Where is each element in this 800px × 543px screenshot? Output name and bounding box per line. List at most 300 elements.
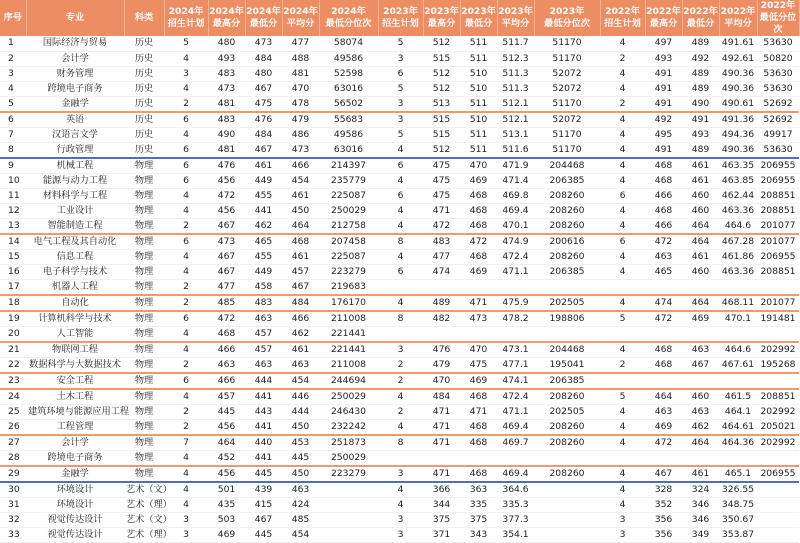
table-cell: 492 (682, 51, 719, 66)
table-cell: 469 (645, 419, 682, 435)
column-header: 序号 (0, 0, 26, 36)
table-cell: 53630 (757, 142, 799, 158)
row-number: 3 (0, 66, 26, 81)
table-cell: 3 (600, 527, 645, 542)
table-cell: 201077 (757, 295, 799, 311)
table-cell: 467 (245, 81, 282, 96)
table-cell: 475 (423, 158, 460, 174)
table-cell: 464.1 (719, 404, 757, 419)
table-cell: 473 (282, 142, 319, 158)
table-cell: 4 (164, 203, 208, 218)
table-cell: 223279 (319, 264, 378, 279)
subject-category: 艺术（理） (124, 527, 164, 542)
table-cell: 441 (245, 389, 282, 405)
table-cell: 445 (208, 404, 245, 419)
table-cell: 446 (282, 389, 319, 405)
table-cell: 4 (600, 419, 645, 435)
table-cell (682, 450, 719, 466)
table-cell: 211008 (319, 311, 378, 327)
table-cell: 494.36 (719, 127, 757, 142)
table-cell: 488 (282, 51, 319, 66)
table-cell: 469.4 (497, 466, 534, 482)
table-cell: 8 (378, 435, 423, 451)
table-cell: 478.2 (497, 311, 534, 327)
table-cell: 206955 (757, 173, 799, 188)
subject-category: 艺术（文） (124, 512, 164, 527)
table-cell: 460 (682, 203, 719, 218)
table-cell: 511 (460, 36, 497, 51)
table-cell: 468 (460, 419, 497, 435)
major-name: 环境设计 (26, 482, 124, 498)
table-cell: 464 (682, 295, 719, 311)
table-cell: 483 (208, 112, 245, 128)
table-cell (757, 497, 799, 512)
table-cell (319, 497, 378, 512)
table-cell: 3 (164, 512, 208, 527)
table-cell: 208260 (534, 188, 600, 203)
major-name: 财务管理 (26, 66, 124, 81)
table-row (0, 203, 799, 218)
subject-category: 历史 (124, 96, 164, 112)
table-cell (757, 482, 799, 498)
table-cell: 5 (600, 311, 645, 327)
table-cell: 464.6 (719, 342, 757, 358)
column-header: 2024年 最高分 (208, 0, 245, 36)
row-number: 10 (0, 173, 26, 188)
table-cell: 470 (460, 342, 497, 358)
table-row (0, 311, 799, 327)
table-cell: 195268 (757, 357, 799, 373)
table-cell: 352 (645, 497, 682, 512)
table-cell (645, 279, 682, 295)
table-cell: 4 (164, 127, 208, 142)
table-cell: 512 (423, 66, 460, 81)
subject-category: 历史 (124, 51, 164, 66)
table-cell: 2 (600, 96, 645, 112)
row-number: 22 (0, 357, 26, 373)
subject-category: 物理 (124, 466, 164, 482)
column-header: 2022年 最低分 (682, 0, 719, 36)
table-cell: 461 (282, 342, 319, 358)
subject-category: 物理 (124, 357, 164, 373)
table-row (0, 218, 799, 234)
table-cell: 489 (682, 66, 719, 81)
table-cell (497, 326, 534, 342)
table-cell: 4 (378, 482, 423, 498)
table-cell: 486 (282, 127, 319, 142)
row-number: 30 (0, 482, 26, 498)
table-cell: 515 (423, 112, 460, 128)
table-cell: 56502 (319, 96, 378, 112)
table-cell: 469 (460, 373, 497, 389)
subject-category: 艺术（理） (124, 497, 164, 512)
major-name: 材料科学与工程 (26, 188, 124, 203)
table-cell: 470 (460, 158, 497, 174)
table-cell: 512 (423, 81, 460, 96)
table-cell: 214397 (319, 158, 378, 174)
table-cell: 461 (682, 158, 719, 174)
table-cell: 468 (208, 326, 245, 342)
table-cell: 375 (460, 512, 497, 527)
table-cell: 201077 (757, 234, 799, 250)
table-cell: 202992 (757, 404, 799, 419)
table-cell: 246430 (319, 404, 378, 419)
table-cell: 467 (282, 279, 319, 295)
table-row (0, 264, 799, 279)
table-cell: 471 (423, 419, 460, 435)
table-cell: 472 (460, 234, 497, 250)
table-cell (534, 497, 600, 512)
major-name: 会计学 (26, 51, 124, 66)
table-cell: 50820 (757, 51, 799, 66)
table-cell: 3 (378, 512, 423, 527)
table-cell: 492 (645, 112, 682, 128)
table-cell: 463.36 (719, 203, 757, 218)
table-cell: 4 (378, 173, 423, 188)
table-cell: 470.1 (719, 311, 757, 327)
subject-category: 物理 (124, 279, 164, 295)
table-cell: 441 (245, 450, 282, 466)
table-cell: 415 (245, 497, 282, 512)
table-row (0, 357, 799, 373)
table-row (0, 482, 799, 498)
table-cell: 4 (600, 342, 645, 358)
major-name: 智能制造工程 (26, 218, 124, 234)
table-cell: 463.85 (719, 173, 757, 188)
table-cell: 511 (460, 127, 497, 142)
major-name: 英语 (26, 112, 124, 128)
table-cell: 462 (682, 419, 719, 435)
table-cell: 4 (378, 203, 423, 218)
table-cell: 482 (423, 311, 460, 327)
table-cell (534, 326, 600, 342)
table-cell: 467 (208, 264, 245, 279)
subject-category: 物理 (124, 295, 164, 311)
table-cell: 479 (423, 357, 460, 373)
table-cell: 467 (208, 249, 245, 264)
table-cell: 445 (282, 450, 319, 466)
table-cell: 250029 (319, 203, 378, 218)
table-cell: 484 (423, 389, 460, 405)
table-cell: 467 (645, 466, 682, 482)
table-cell: 511.7 (497, 36, 534, 51)
table-cell (378, 450, 423, 466)
table-cell: 366 (423, 482, 460, 498)
table-cell: 464 (682, 218, 719, 234)
table-cell: 512.1 (497, 96, 534, 112)
table-cell: 510 (460, 112, 497, 128)
table-cell: 53630 (757, 36, 799, 51)
table-cell: 456 (208, 173, 245, 188)
table-cell: 466 (645, 188, 682, 203)
table-cell: 52692 (757, 112, 799, 128)
table-cell (378, 326, 423, 342)
table-cell: 4 (164, 81, 208, 96)
table-cell: 483 (208, 66, 245, 81)
table-cell: 461.5 (719, 389, 757, 405)
table-cell: 471 (460, 404, 497, 419)
table-cell: 450 (282, 419, 319, 435)
table-cell: 469.4 (497, 203, 534, 218)
column-header: 2022年 最低分位次 (757, 0, 799, 36)
table-cell: 206955 (757, 249, 799, 264)
table-cell: 4 (164, 264, 208, 279)
table-cell: 472 (208, 311, 245, 327)
table-cell: 4 (164, 497, 208, 512)
table-cell: 497 (645, 36, 682, 51)
table-cell: 464 (645, 389, 682, 405)
table-cell: 463 (245, 311, 282, 327)
table-cell: 468 (282, 234, 319, 250)
table-cell: 469.7 (497, 435, 534, 451)
table-cell: 328 (645, 482, 682, 498)
table-cell (600, 326, 645, 342)
table-cell: 477.1 (497, 357, 534, 373)
table-cell: 464.61 (719, 419, 757, 435)
table-cell: 475 (423, 188, 460, 203)
table-cell: 51170 (534, 127, 600, 142)
table-cell: 4 (600, 264, 645, 279)
table-cell: 63016 (319, 81, 378, 96)
table-cell (319, 512, 378, 527)
table-cell: 469.8 (497, 188, 534, 203)
table-cell: 491 (645, 96, 682, 112)
table-cell (319, 527, 378, 542)
table-cell: 464 (282, 218, 319, 234)
table-cell: 198806 (534, 311, 600, 327)
table-cell: 465.1 (719, 466, 757, 482)
major-name: 工程管理 (26, 419, 124, 435)
subject-category: 物理 (124, 419, 164, 435)
table-cell: 457 (245, 342, 282, 358)
table-cell: 460 (682, 389, 719, 405)
table-cell: 476 (423, 342, 460, 358)
table-cell: 4 (164, 450, 208, 466)
table-cell: 460 (682, 264, 719, 279)
table-cell: 473 (460, 311, 497, 327)
table-cell: 484 (282, 295, 319, 311)
table-row (0, 142, 799, 158)
subject-category: 物理 (124, 373, 164, 389)
major-name: 金融学 (26, 96, 124, 112)
table-cell: 468 (460, 188, 497, 203)
table-cell: 480 (208, 36, 245, 51)
table-cell: 4 (600, 249, 645, 264)
row-number: 6 (0, 112, 26, 128)
table-row (0, 342, 799, 358)
table-cell: 472.4 (497, 389, 534, 405)
table-cell: 473.1 (497, 342, 534, 358)
table-cell: 467 (245, 512, 282, 527)
table-cell: 493 (645, 51, 682, 66)
table-cell: 445 (245, 527, 282, 542)
table-cell: 468 (460, 435, 497, 451)
table-cell: 206955 (757, 158, 799, 174)
table-cell: 5 (600, 389, 645, 405)
subject-category: 艺术（文） (124, 482, 164, 498)
table-cell: 511 (460, 96, 497, 112)
table-cell: 4 (600, 112, 645, 128)
table-cell: 484 (245, 127, 282, 142)
table-cell: 515 (423, 127, 460, 142)
table-cell: 458 (245, 279, 282, 295)
table-cell: 468 (460, 389, 497, 405)
table-cell: 454 (282, 373, 319, 389)
table-cell: 441 (245, 419, 282, 435)
major-name: 机器人工程 (26, 279, 124, 295)
table-cell: 326.55 (719, 482, 757, 498)
table-cell: 468.11 (719, 295, 757, 311)
table-cell: 511.3 (497, 66, 534, 81)
table-row (0, 466, 799, 482)
major-name: 人工智能 (26, 326, 124, 342)
table-cell: 5 (164, 36, 208, 51)
table-cell: 445 (245, 466, 282, 482)
table-cell: 2 (600, 357, 645, 373)
table-cell: 444 (245, 373, 282, 389)
table-cell: 467.28 (719, 234, 757, 250)
table-cell: 6 (164, 373, 208, 389)
major-name: 视觉传达设计 (26, 527, 124, 542)
table-cell: 472 (645, 234, 682, 250)
table-cell: 2 (378, 404, 423, 419)
subject-category: 物理 (124, 404, 164, 419)
table-cell: 4 (378, 142, 423, 158)
row-number: 31 (0, 497, 26, 512)
row-number: 13 (0, 218, 26, 234)
row-number: 33 (0, 527, 26, 542)
table-cell: 476 (208, 158, 245, 174)
table-cell: 480 (245, 66, 282, 81)
table-row (0, 419, 799, 435)
column-header: 2022年 平均分 (719, 0, 757, 36)
row-number: 7 (0, 127, 26, 142)
table-cell (600, 450, 645, 466)
major-name: 行政管理 (26, 142, 124, 158)
table-cell: 475.9 (497, 295, 534, 311)
table-cell: 208260 (534, 218, 600, 234)
table-cell: 473 (245, 36, 282, 51)
row-number: 9 (0, 158, 26, 174)
table-cell: 491 (645, 81, 682, 96)
major-name: 自动化 (26, 295, 124, 311)
subject-category: 历史 (124, 36, 164, 51)
row-number: 27 (0, 435, 26, 451)
major-name: 建筑环境与能源应用工程 (26, 404, 124, 419)
table-cell: 350.67 (719, 512, 757, 527)
table-cell: 462 (245, 218, 282, 234)
table-cell: 470 (423, 373, 460, 389)
table-cell: 485 (208, 295, 245, 311)
table-cell (600, 279, 645, 295)
table-cell: 3 (164, 66, 208, 81)
table-cell: 452 (208, 450, 245, 466)
row-number: 21 (0, 342, 26, 358)
table-cell: 512.3 (497, 51, 534, 66)
subject-category: 物理 (124, 450, 164, 466)
table-cell (682, 373, 719, 389)
table-cell: 469.4 (497, 419, 534, 435)
table-cell: 2 (164, 218, 208, 234)
table-cell (423, 279, 460, 295)
table-row (0, 188, 799, 203)
table-cell: 2 (164, 279, 208, 295)
table-cell: 481 (208, 96, 245, 112)
major-name: 会计学 (26, 435, 124, 451)
table-cell: 491 (645, 66, 682, 81)
table-cell: 489 (682, 81, 719, 96)
table-cell: 346 (682, 497, 719, 512)
table-cell: 462.44 (719, 188, 757, 203)
subject-category: 物理 (124, 389, 164, 405)
table-row (0, 36, 799, 51)
table-cell (460, 279, 497, 295)
table-cell: 483 (245, 295, 282, 311)
table-cell (645, 450, 682, 466)
row-number: 14 (0, 234, 26, 250)
subject-category: 物理 (124, 311, 164, 327)
table-cell: 510 (460, 81, 497, 96)
row-number: 8 (0, 142, 26, 158)
table-cell: 211008 (319, 357, 378, 373)
table-cell: 461 (682, 249, 719, 264)
table-cell: 206385 (534, 264, 600, 279)
table-cell: 223279 (319, 466, 378, 482)
table-cell: 221441 (319, 326, 378, 342)
table-cell (682, 326, 719, 342)
table-cell (645, 326, 682, 342)
table-cell (460, 326, 497, 342)
table-cell: 491 (682, 112, 719, 128)
major-name: 汉语言文学 (26, 127, 124, 142)
table-cell: 512.1 (497, 112, 534, 128)
major-name: 数据科学与大数据技术 (26, 357, 124, 373)
table-cell: 4 (600, 142, 645, 158)
table-row (0, 112, 799, 128)
table-cell: 463 (645, 249, 682, 264)
table-cell: 4 (164, 466, 208, 482)
table-cell: 4 (164, 389, 208, 405)
column-header: 科类 (124, 0, 164, 36)
table-cell (497, 450, 534, 466)
table-cell: 208851 (757, 203, 799, 218)
table-cell: 469 (682, 311, 719, 327)
table-cell: 471.1 (497, 404, 534, 419)
table-cell: 467 (245, 142, 282, 158)
table-row (0, 158, 799, 174)
table-cell: 463 (682, 342, 719, 358)
table-cell: 202992 (757, 435, 799, 451)
table-cell: 471 (423, 404, 460, 419)
table-cell: 4 (600, 203, 645, 218)
table-cell: 461 (282, 188, 319, 203)
row-number: 15 (0, 249, 26, 264)
table-cell: 468 (460, 203, 497, 218)
table-cell: 495 (645, 127, 682, 142)
subject-category: 物理 (124, 173, 164, 188)
table-cell: 250029 (319, 450, 378, 466)
table-cell (719, 279, 757, 295)
table-cell: 464.36 (719, 435, 757, 451)
row-number: 25 (0, 404, 26, 419)
table-cell: 244694 (319, 373, 378, 389)
table-cell: 484 (245, 51, 282, 66)
table-cell: 491.61 (719, 36, 757, 51)
table-cell: 200616 (534, 234, 600, 250)
table-cell: 456 (208, 466, 245, 482)
table-cell: 468 (460, 466, 497, 482)
table-cell: 492.61 (719, 51, 757, 66)
